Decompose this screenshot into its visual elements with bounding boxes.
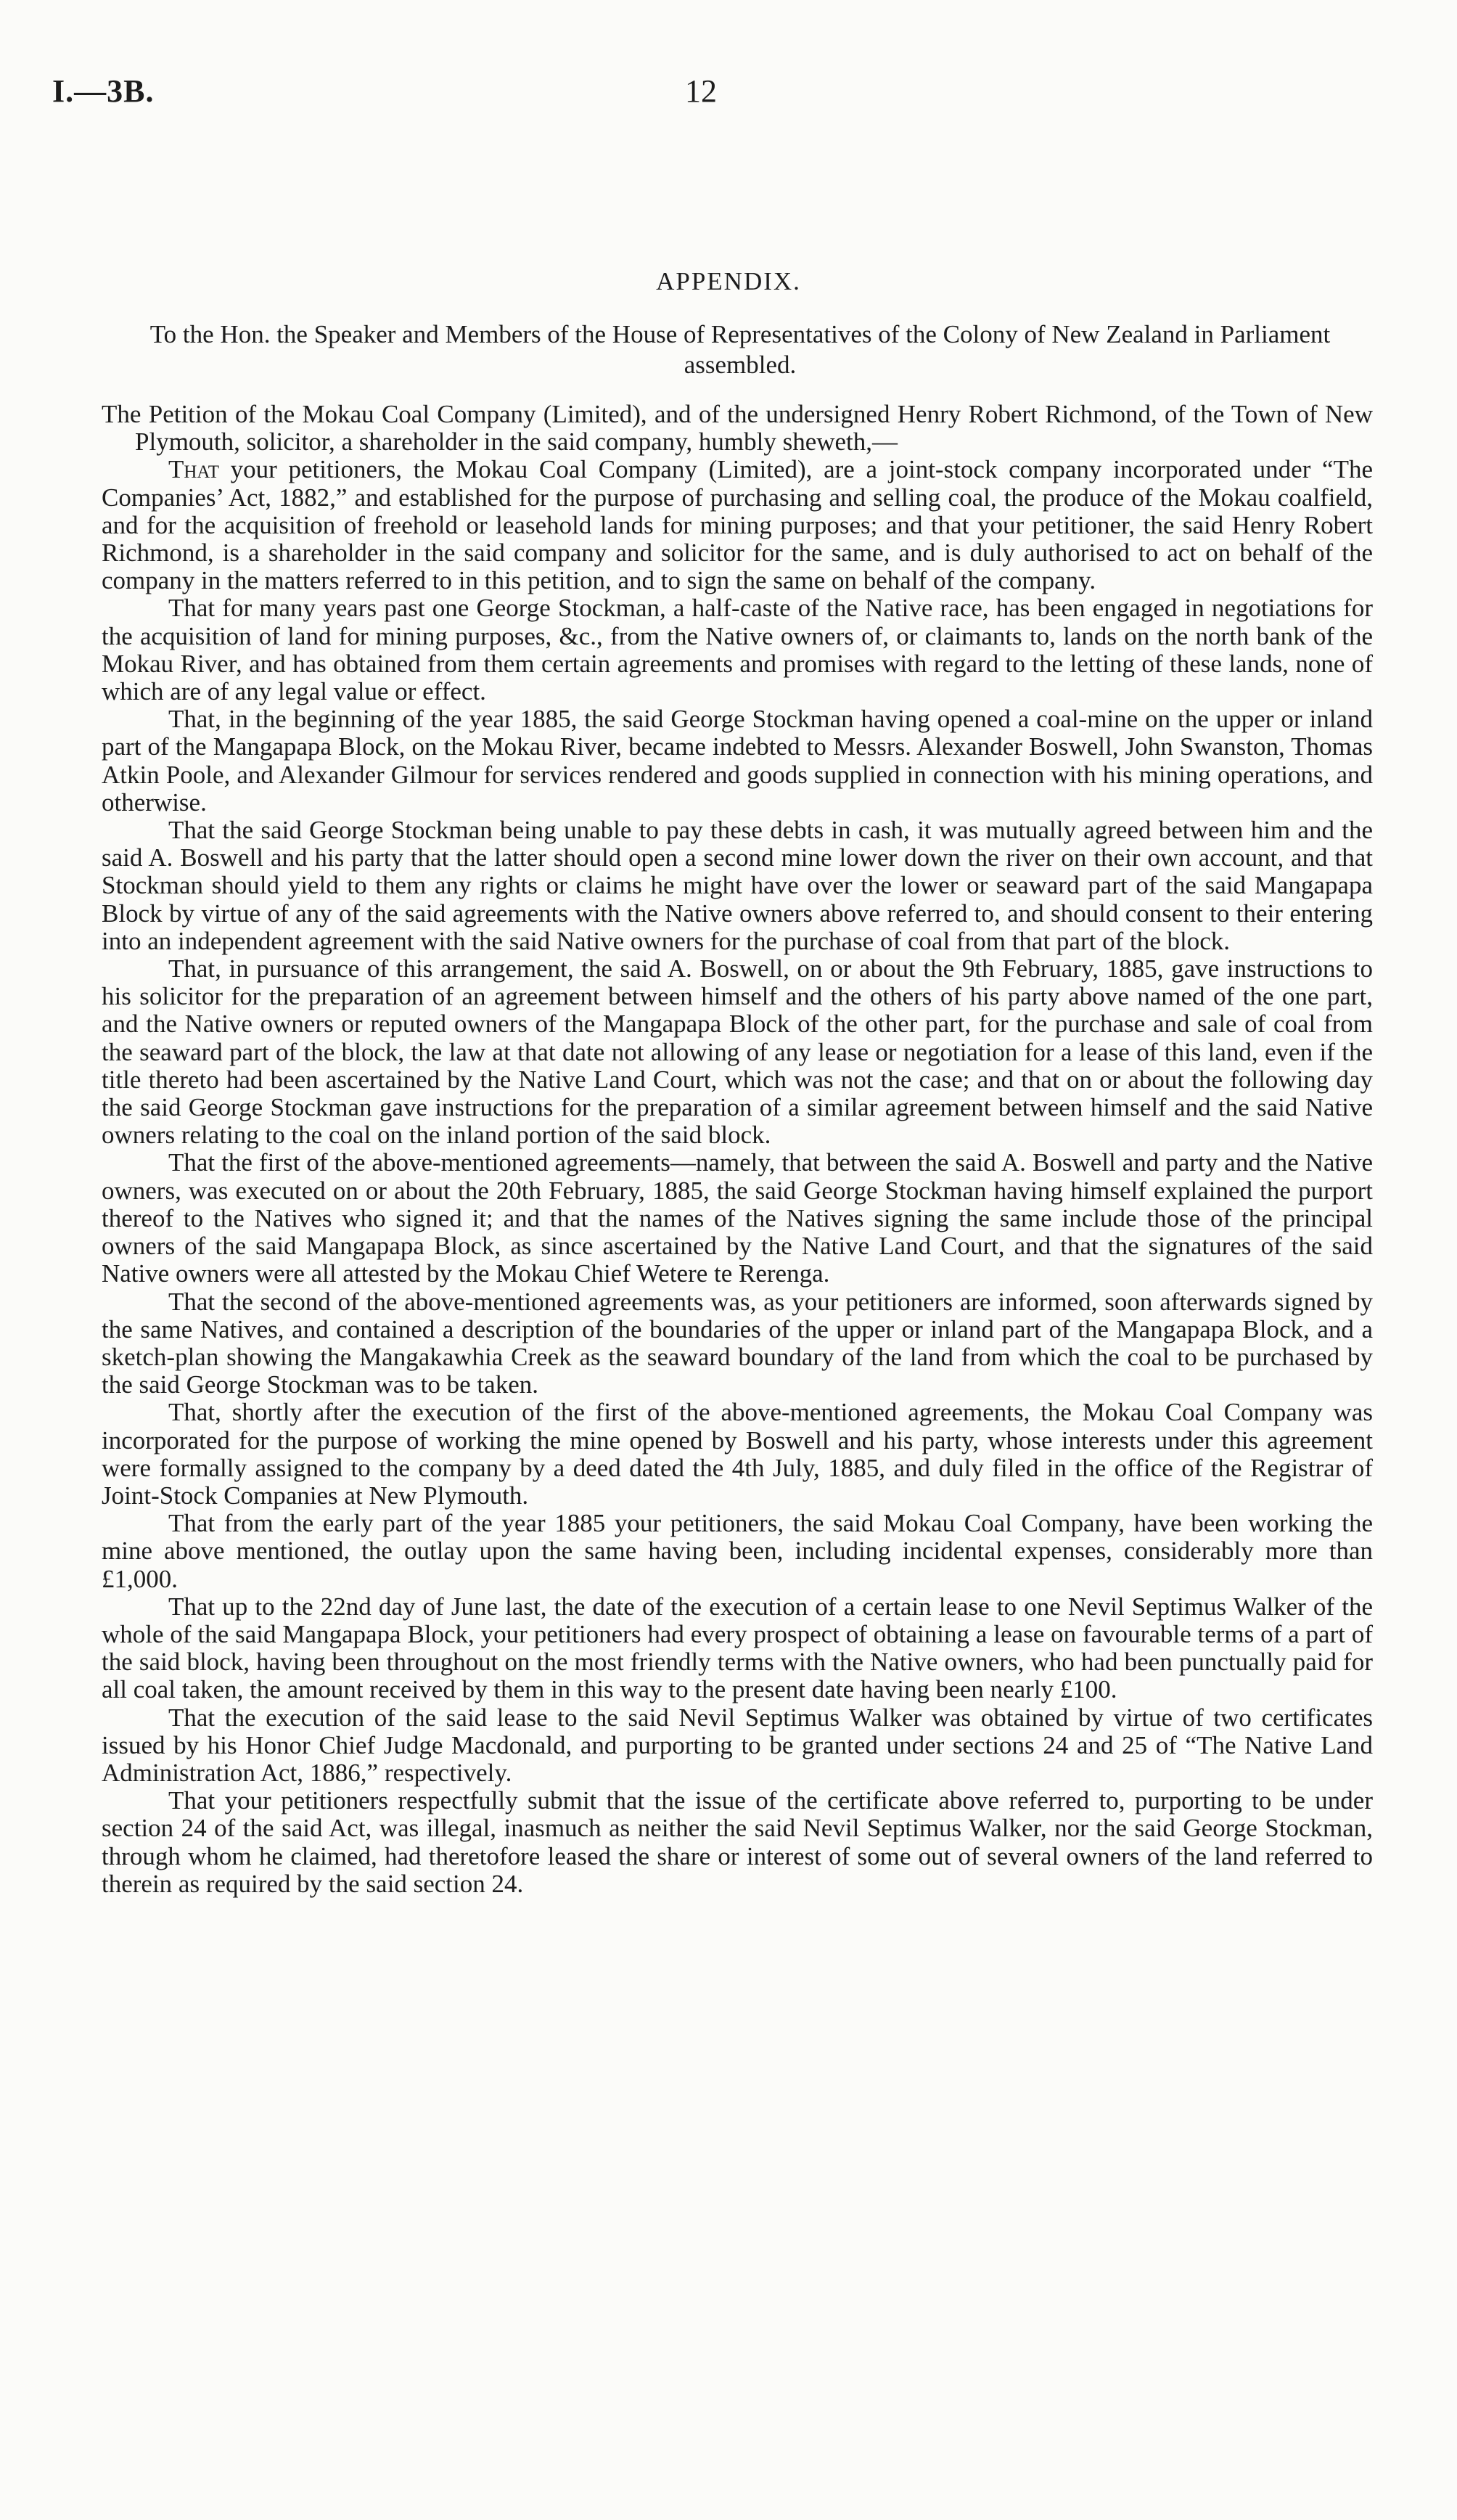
page-number: 12 [685, 73, 717, 109]
paragraph: That the said George Stockman being unable to pay these debts in cash, it was mutually agreed between him and the said A. Boswell and his party that the latter should open a second mine lower down the river on their own account, and that Stockman should yield to them any rights or claims he might have over the lower or seaward part of the said Mangapapa Block by virtue of any of the said agreements with the Native owners above referred to, and should consent to their entering into an independent agreement with the said Native owners for the purchase of coal from that part of the block. [102, 816, 1373, 955]
paragraph-text: your petitioners, the Mokau Coal Company (Limited), are a joint-stock company incorporated under “The Companies’ Act, 1882,” and established for the purpose of purchasing and selling coal, the produce of the Mokau coalfield, and for the acquisition of freehold or leasehold lands for mining purposes; and that your petitioner, the said Henry Robert Richmond, is a shareholder in the said company and solicitor for the same, and is duly authorised to act on behalf of the company in the matters referred to in this petition, and to sign the same on behalf of the company. [102, 455, 1373, 595]
petition-addressee: To the Hon. the Speaker and Members of the House of Representatives of the Colony of New Zealand in Parliament assembled. [149, 320, 1331, 379]
paragraph: That your petitioners respectfully submit that the issue of the certificate above referred to, purporting to be under section 24 of the said Act, was illegal, inasmuch as neither the said Nevil Septimus Walker, nor the said George Stockman, through whom he claimed, had theretofore leased the share or interest of some out of several owners of the land referred to therein as required by the said section 24. [102, 1786, 1373, 1898]
paragraph: That the second of the above-mentioned agreements was, as your petitioners are informed, soon afterwards signed by the same Natives, and contained a description of the boundaries of the upper or inland part of the Mangapapa Block, and a sketch-plan showing the Mangakawhia Creek as the seaward boundary of the land from which the coal to be purchased by the said George Stockman was to be taken. [102, 1287, 1373, 1399]
paragraph [102, 456, 1373, 594]
paragraph: That from the early part of the year 1885 your petitioners, the said Mokau Coal Company, have been working the mine above mentioned, the outlay upon the same having been, including incidental expenses, considerably more than £1,000. [102, 1509, 1373, 1593]
paragraph: That, in the beginning of the year 1885, the said George Stockman having opened a coal-mine on the upper or inland part of the Mangapapa Block, on the Mokau River, became indebted to Messrs. Alexander Boswell, John Swanston, Thomas Atkin Poole, and Alexander Gilmour for services rendered and goods supplied in connection with his mining operations, and otherwise. [102, 705, 1373, 817]
paragraph: That, in pursuance of this arrangement, the said A. Boswell, on or about the 9th February, 1885, gave instructions to his solicitor for the preparation of an agreement between himself and the others of his party above named of the one part, and the Native owners or reputed owners of the Mangapapa Block of the other part, for the purchase and sale of coal from the seaward part of the block, the law at that date not allowing of any lease or negotiation for a lease of this land, even if the title thereto had been ascertained by the Native Land Court, which was not the case; and that on or about the following day the said George Stockman gave instructions for the preparation of a similar agreement between himself and the said Native owners relating to the coal on the inland portion of the said block. [102, 954, 1373, 1150]
paragraph: That the first of the above-mentioned agreements—namely, that between the said A. Boswell and party and the Native owners, was executed on or about the 20th February, 1885, the said George Stockman having himself explained the purport thereof to the Natives who signed it; and that the names of the Natives signing the same include those of the principal owners of the said Mangapapa Block, as since ascertained by the Native Land Court, and that the signatures of the said Native owners were all attested by the Mokau Chief Wetere te Rerenga. [102, 1148, 1373, 1288]
document-reference: I.—3B. [52, 73, 155, 109]
petition-body [102, 401, 1373, 1898]
paragraph-lead: That [168, 455, 219, 484]
petition-intro: The Petition of the Mokau Coal Company (Limited), and of the undersigned Henry Robert Richmond, of the Town of New Plymouth, solicitor, a shareholder in the said company, humbly sheweth,— [102, 400, 1373, 457]
paragraph: That the execution of the said lease to the said Nevil Septimus Walker was obtained by virtue of two certificates issued by his Honor Chief Judge Macdonald, and purporting to be granted under sections 24 and 25 of “The Native Land Administration Act, 1886,” respectively. [102, 1703, 1373, 1787]
paragraph: That, shortly after the execution of the first of the above-mentioned agreements, the Mokau Coal Company was incorporated for the purpose of working the mine opened by Boswell and his party, whose interests under this agreement were formally assigned to the company by a deed dated the 4th July, 1885, and duly filed in the office of the Registrar of Joint-Stock Companies at New Plymouth. [102, 1398, 1373, 1510]
paragraph: That up to the 22nd day of June last, the date of the execution of a certain lease to one Nevil Septimus Walker of the whole of the said Mangapapa Block, your petitioners had every prospect of obtaining a lease on favourable terms of a part of the said block, having been throughout on the most friendly terms with the Native owners, who had been punctually paid for all coal taken, the amount received by them in this way to the present date having been nearly £100. [102, 1592, 1373, 1704]
section-heading: APPENDIX. [656, 267, 801, 295]
paragraph: That for many years past one George Stockman, a half-caste of the Native race, has been engaged in negotiations for the acquisition of land for mining purposes, &c., from the Native owners of, or claimants to, lands on the north bank of the Mokau River, and has obtained from them certain agreements and promises with regard to the letting of these lands, none of which are of any legal value or effect. [102, 594, 1373, 706]
